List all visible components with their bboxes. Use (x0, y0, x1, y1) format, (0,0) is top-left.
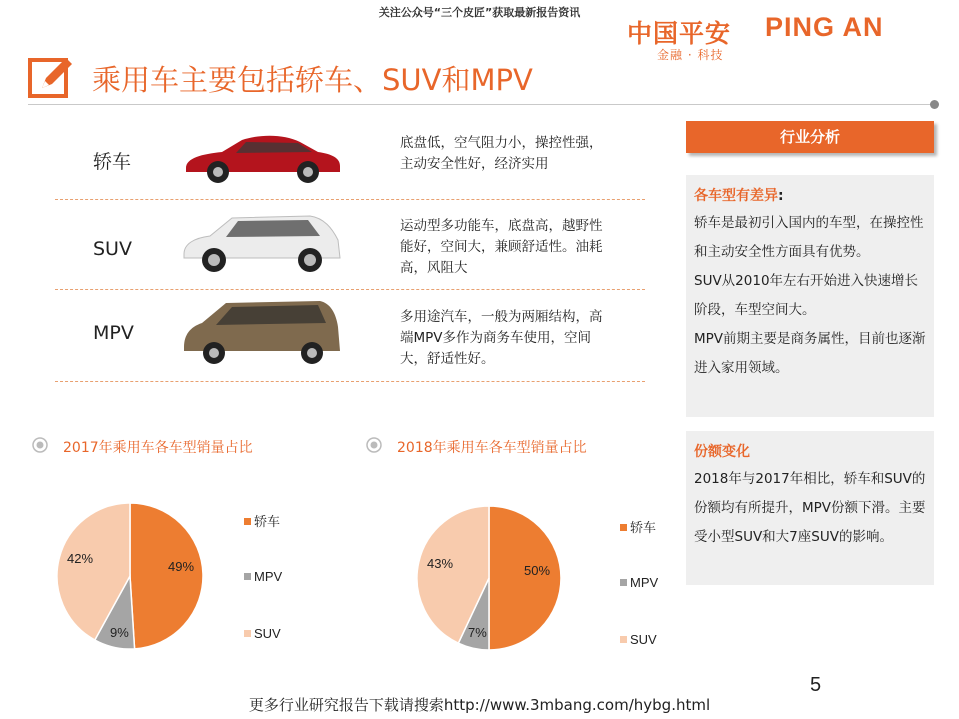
pie-label-suv: 43% (427, 556, 454, 571)
row-divider (55, 381, 645, 382)
analysis-box-share-change (686, 431, 934, 585)
pie-chart-2017 (55, 502, 205, 650)
legend-item-mpv: MPV (620, 575, 658, 590)
panel-header: 行业分析 (686, 121, 934, 153)
page-number: 5 (810, 674, 822, 696)
legend-item-suv: SUV (620, 632, 657, 647)
edit-pencil-icon (28, 54, 74, 100)
paragraph-sedan: 轿车是最初引入国内的车型，在操控性和主动安全性方面具有优势。 (694, 215, 924, 260)
box-body (694, 209, 926, 383)
title-divider (28, 104, 934, 105)
page-title: 乘用车主要包括轿车、SUV和MPV (92, 63, 533, 97)
divider-dot (930, 100, 939, 109)
header-note: 关注公众号“三个皮匠”获取最新报告资讯 (378, 6, 581, 19)
box-body: 2018年与2017年相比，轿车和SUV的份额均有所提升，MPV份额下滑。主要受小型SUV和大7座SUV的影响。 (694, 471, 926, 545)
mpv-image (180, 297, 345, 367)
row-divider (55, 289, 645, 290)
pie-label-mpv: 7% (468, 625, 487, 640)
target-icon (32, 437, 48, 453)
target-icon (366, 437, 382, 453)
car-desc-sedan: 底盘低，空气阻力小，操控性强，主动安全性好，经济实用 (400, 135, 603, 172)
pingan-logo-cn: 中国平安 (627, 19, 732, 48)
pie-chart-2018 (416, 505, 562, 651)
chart-title: 2018年乘用车各车型销量占比 (397, 440, 587, 456)
analysis-box-differences (686, 175, 934, 417)
legend-item-mpv: MPV (244, 569, 282, 584)
pie-slice-轿车 (130, 503, 203, 649)
row-divider (55, 199, 645, 200)
footer-link-text: 更多行业研究报告下载请搜索http://www.3mbang.com/hybg.html (248, 696, 711, 714)
car-desc-suv: 运动型多功能车，底盘高，越野性能好，空间大，兼顾舒适性。油耗高，风阻大 (400, 218, 603, 276)
chart-title: 2017年乘用车各车型销量占比 (63, 440, 253, 456)
legend-item-sedan: 轿车 (244, 511, 280, 530)
paragraph-mpv: MPV前期主要是商务属性，目前也逐渐进入家用领域。 (694, 331, 926, 376)
paragraph-suv: SUV从2010年左右开始进入快速增长阶段，车型空间大。 (694, 273, 919, 318)
box-title: 各车型有差异: (694, 188, 784, 204)
suv-image (180, 210, 345, 276)
car-label-mpv: MPV (93, 322, 134, 344)
car-desc-mpv: 多用途汽车，一般为两厢结构，高端MPV多作为商务车使用，空间大，舒适性好。 (400, 309, 603, 367)
legend-item-sedan: 轿车 (620, 517, 656, 536)
legend-item-suv: SUV (244, 626, 281, 641)
pie-label-suv: 42% (67, 551, 94, 566)
car-label-sedan: 轿车 (93, 151, 132, 173)
pie-slice-轿车 (489, 506, 561, 650)
pie-label-sedan: 49% (168, 559, 195, 574)
box-title: 份额变化 (694, 444, 750, 460)
pingan-logo-en: PING AN (765, 12, 884, 42)
pie-label-sedan: 50% (524, 563, 551, 578)
pingan-logo-sub: 金融 · 科技 (657, 48, 724, 62)
sedan-image (180, 128, 345, 188)
car-label-suv: SUV (93, 238, 132, 260)
pie-label-mpv: 9% (110, 625, 129, 640)
